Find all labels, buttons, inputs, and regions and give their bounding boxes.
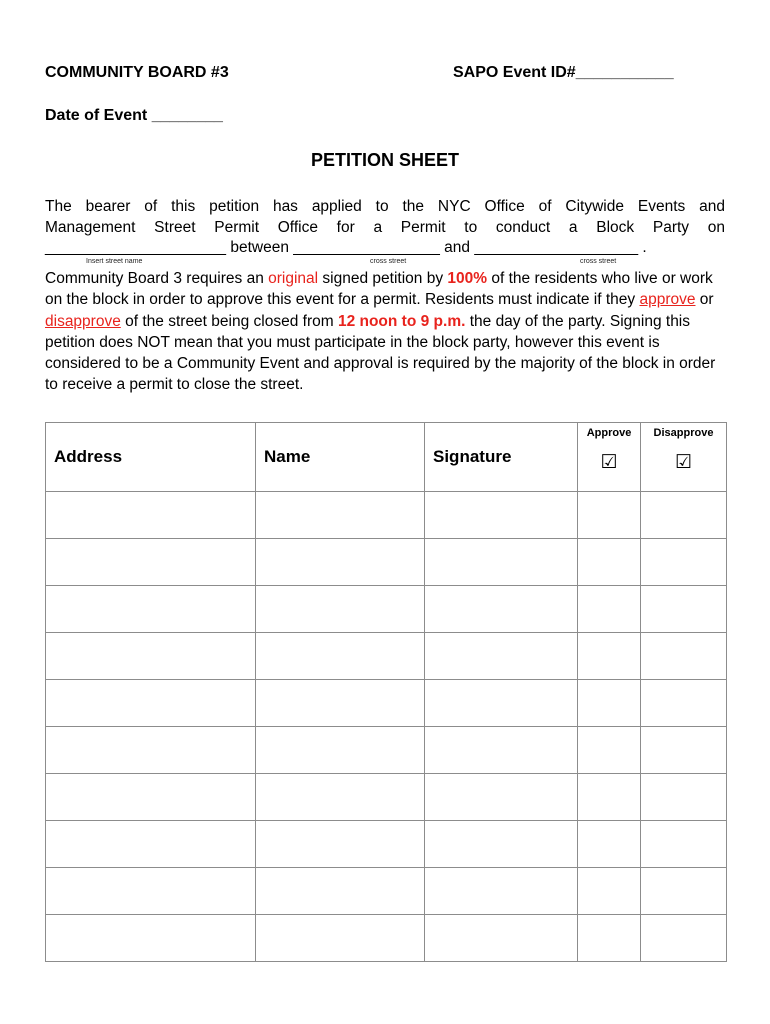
disapprove-cell[interactable] [641, 915, 727, 962]
address-column-header: Address [46, 423, 256, 492]
name-cell[interactable] [256, 868, 425, 915]
disapprove-cell[interactable] [641, 539, 727, 586]
name-cell[interactable] [256, 492, 425, 539]
address-cell[interactable] [46, 492, 256, 539]
address-cell[interactable] [46, 680, 256, 727]
body-text-4: or [695, 291, 714, 309]
event-id-blank: ___________ [575, 64, 674, 81]
date-label: Date of Event [45, 107, 148, 124]
caption-cross-street-1: cross street [370, 258, 407, 265]
body-text-5: of the street being closed from [120, 312, 338, 330]
approve-cell[interactable] [578, 633, 641, 680]
table-row [46, 727, 727, 774]
approve-label: Approve [586, 427, 632, 439]
table-row [46, 821, 727, 868]
intro-line-1: The bearer of this petition has applied to the NYC Office of Citywide Events and [45, 198, 725, 215]
table-row [46, 774, 727, 821]
period: . [642, 239, 647, 256]
body-text-1: Community Board 3 requires an [45, 270, 269, 287]
hours-highlight: 12 noon to 9 p.m. [337, 312, 466, 330]
percent-highlight: 100% [447, 270, 488, 287]
signature-cell[interactable] [425, 586, 578, 633]
approve-cell[interactable] [578, 727, 641, 774]
approve-highlight: approve [639, 291, 696, 309]
signature-cell[interactable] [425, 539, 578, 586]
table-row [46, 586, 727, 633]
name-cell[interactable] [256, 821, 425, 868]
name-cell[interactable] [256, 680, 425, 727]
signature-cell[interactable] [425, 821, 578, 868]
disapprove-cell[interactable] [641, 868, 727, 915]
table-row [46, 868, 727, 915]
name-cell[interactable] [256, 539, 425, 586]
approve-cell[interactable] [578, 774, 641, 821]
disapprove-cell[interactable] [641, 680, 727, 727]
approve-cell[interactable] [578, 539, 641, 586]
cross-street-blank-1: _________________ [293, 239, 440, 256]
body-text-2: signed petition by [318, 270, 448, 287]
disapprove-cell[interactable] [641, 586, 727, 633]
disapprove-cell[interactable] [641, 774, 727, 821]
disapprove-cell[interactable] [641, 492, 727, 539]
caption-street-name: Insert street name [86, 258, 143, 265]
approve-cell[interactable] [578, 680, 641, 727]
table-header-row [46, 423, 727, 492]
address-cell[interactable] [46, 727, 256, 774]
approve-cell[interactable] [578, 586, 641, 633]
name-cell[interactable] [256, 774, 425, 821]
body-text-3: of the residents who live or work on the block in order to approve this event for a permit. Residents must indicate if they [45, 270, 713, 309]
table-row [46, 539, 727, 586]
address-cell[interactable] [46, 539, 256, 586]
name-cell[interactable] [256, 727, 425, 774]
name-cell[interactable] [256, 915, 425, 962]
name-cell[interactable] [256, 586, 425, 633]
community-board-title: COMMUNITY BOARD #3 [45, 64, 229, 81]
original-highlight: original [268, 270, 319, 287]
signature-cell[interactable] [425, 774, 578, 821]
table-row [46, 492, 727, 539]
signature-rows [46, 492, 727, 962]
name-column-header: Name [256, 423, 425, 492]
table-row [46, 633, 727, 680]
signature-cell[interactable] [425, 680, 578, 727]
approve-cell[interactable] [578, 915, 641, 962]
disapprove-label: Disapprove [653, 427, 714, 439]
disapprove-cell[interactable] [641, 821, 727, 868]
intro-line-2: Management Street Permit Office for a Permit to conduct a Block Party on [45, 219, 725, 237]
address-cell[interactable] [46, 586, 256, 633]
address-cell[interactable] [46, 774, 256, 821]
approve-cell[interactable] [578, 492, 641, 539]
between-word: between [230, 239, 289, 256]
disapprove-cell[interactable] [641, 727, 727, 774]
address-cell[interactable] [46, 821, 256, 868]
signature-column-header: Signature [425, 423, 578, 492]
address-cell[interactable] [46, 915, 256, 962]
event-id-label: SAPO Event ID# [453, 64, 576, 81]
address-cell[interactable] [46, 868, 256, 915]
caption-cross-street-2: cross street [580, 258, 617, 265]
date-of-event [45, 107, 223, 125]
approve-checkbox-icon: ☑ [600, 452, 618, 473]
disapprove-highlight: disapprove [45, 312, 121, 330]
signature-table [45, 422, 727, 962]
body-text-6: the day of the party. Signing this petition does NOT mean that you must participate in the block party, however this event is considered to be a Community Event and approval is required by the majority of the block in order to receive a permit to close the street. [45, 312, 716, 394]
signature-cell[interactable] [425, 633, 578, 680]
disapprove-cell[interactable] [641, 633, 727, 680]
requirements-paragraph [45, 268, 725, 396]
name-cell[interactable] [256, 633, 425, 680]
and-word: and [444, 239, 470, 256]
signature-cell[interactable] [425, 915, 578, 962]
disapprove-checkbox-icon: ☑ [674, 452, 693, 473]
cross-street-blank-2: ___________________ [474, 239, 639, 256]
disapprove-column-header [641, 423, 727, 492]
sapo-event-id [453, 64, 674, 82]
signature-cell[interactable] [425, 868, 578, 915]
intro-paragraph [45, 196, 725, 239]
header-row [45, 64, 725, 86]
table-row [46, 680, 727, 727]
approve-cell[interactable] [578, 868, 641, 915]
signature-cell[interactable] [425, 492, 578, 539]
date-blank: ________ [151, 107, 223, 124]
street-name-blank: _____________________ [45, 239, 227, 256]
approve-column-header [578, 423, 641, 492]
page-title: PETITION SHEET [310, 150, 460, 170]
signature-cell[interactable] [425, 727, 578, 774]
table-row [46, 915, 727, 962]
address-cell[interactable] [46, 633, 256, 680]
approve-cell[interactable] [578, 821, 641, 868]
